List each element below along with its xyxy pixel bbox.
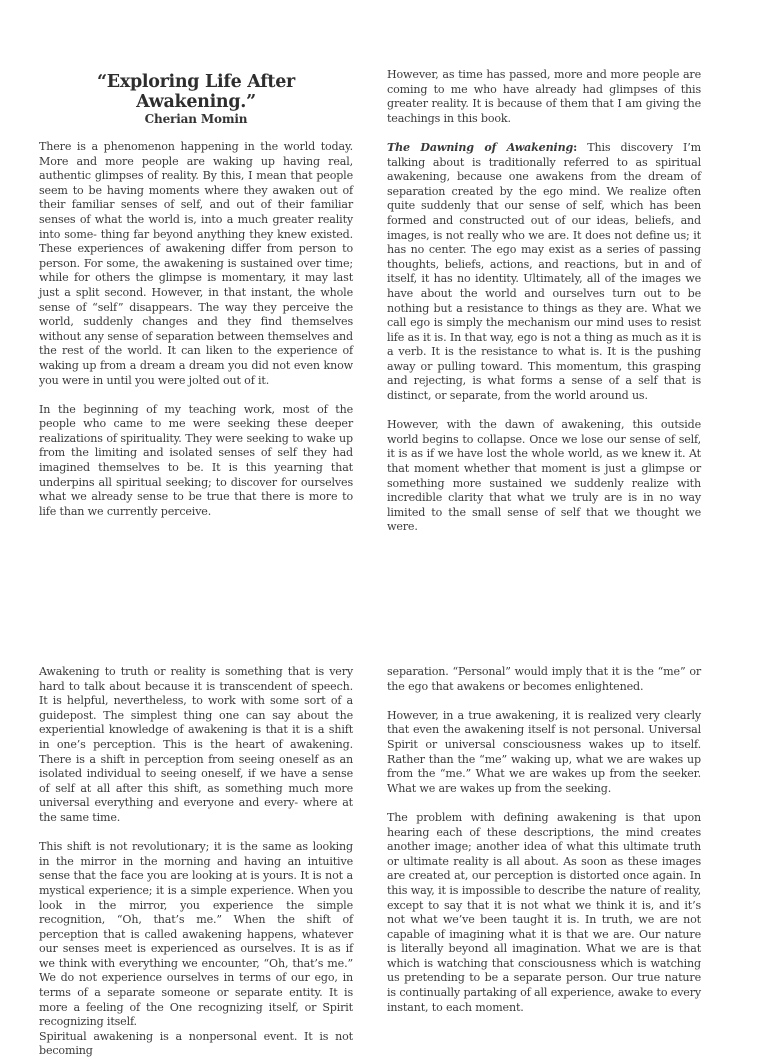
paragraph: separation. “Personal” would imply that it is the “me” or the ego that awakens or becomes enlightened.	[387, 665, 701, 693]
page-2-left-column	[39, 665, 353, 1059]
document-author: Cherian Momin	[144, 112, 248, 126]
page-2-right-column	[387, 665, 701, 1015]
heading-separator: :	[573, 140, 578, 154]
paragraph: However, in a true awakening, it is realized very clearly that even the awakening itself is not personal. Universal Spirit or universal consciousness wakes up to itself. Rather than the “me” waking up, what we are wakes up from the “me.” What we are wakes up from the seeker. What we are wakes up from the seeking.	[387, 708, 701, 795]
paragraph: There is a phenomenon happening in the world today. More and more people are waking up having real, authentic glimpses of reality. By this, I mean that people seem to be having moments where they awaken out of their familiar senses of self, and out of their familiar senses of what the world is, into a much greater reality into some- thing far beyond anything they knew existed. These experiences of awakening differ from person to person. For some, the awakening is sustained over time; while for others the glimpse is momentary, it may last just a split second. However, in that instant, the whole sense of “self” disappears. The way they perceive the world, suddenly changes and they find themselves without any sense of separation between themselves and the rest of the world. It can liken to the experience of waking up from a dream a dream you did not even know you were in until you were jolted out of it.	[39, 140, 353, 387]
paragraph: However, as time has passed, more and more people are coming to me who have already had glimpses of this greater reality. It is because of them that I am giving the teachings in this book.	[387, 68, 701, 125]
paragraph: In the beginning of my teaching work, most of the people who came to me were seeking these deeper realizations of spirituality. They were seeking to wake up from the limiting and isolated senses of self they had imagined themselves to be. It is this yearning that underpins all spiritual seeking; to discover for ourselves what we already sense to be true that there is more to life than we currently perceive.	[39, 402, 353, 518]
section-heading: The Dawning of Awakening	[387, 140, 574, 154]
paragraph: The problem with defining awakening is that upon hearing each of these descriptions, the mind creates another image; another idea of what this ultimate truth or ultimate reality is all about. As soon as these images are created at, our perception is distorted once again. In this way, it is impossible to describe the nature of reality, except to say that it is not what we think it is, and it’s not what we’ve been taught it is. In truth, we are not capable of imagining what it is that we are. Our nature is literally beyond all imagination. What we are is that which is watching that consciousness which is watching us pretending to be a separate person. Our true nature is continually partaking of all experience, awake to every instant, to each moment.	[387, 810, 701, 1014]
page-1-right-column	[387, 68, 701, 535]
paragraph: However, with the dawn of awakening, this outside world begins to collapse. Once we lose our sense of self, it is as if we have lost the whole world, as we knew it. At that moment whether that moment is just a glimpse or something more sustained we suddenly realize with incredible clarity that what we truly are is in no way limited to the small sense of self that we thought we were.	[387, 418, 701, 534]
paragraph-cut-off: Spiritual awakening is a nonpersonal event. It is not becoming	[39, 1029, 353, 1058]
paragraph: Awakening to truth or reality is something that is very hard to talk about because it is transcendent of speech. It is helpful, nevertheless, to work with some sort of a guidepost. The simplest thing one can say about the experiential knowledge of awakening is that it is a shift in one’s perception. This is the heart of awakening. There is a shift in perception from seeing oneself as an isolated individual to seeing oneself, if we have a sense of self at all after this shift, as something much more universal everything and everyone and every- where at the same time.	[39, 665, 353, 824]
page-2	[0, 660, 768, 1058]
paragraph: This shift is not revolutionary; it is the same as looking in the mirror in the morning and having an intuitive sense that the face you are looking at is yours. It is not a mystical experience; it is a simple experience. When you look in the mirror, you experience the simple recognition, “Oh, that’s me.” When the shift of perception that is called awakening happens, whatever our senses meet is experienced as ourselves. It is as if we think with everything we encounter, “Oh, that’s me.” We do not experience ourselves in terms of our ego, in terms of a separate someone or separate entity. It is more a feeling of the One recognizing itself, or Spirit recognizing itself.	[39, 840, 353, 1029]
paragraph-body: This discovery I’m talking about is traditionally referred to as spiritual awakening, because one awakens from the dream of separation created by the ego mind. We realize often quite suddenly that our sense of self, which has been formed and constructed out of our ideas, beliefs, and images, is not really who we are. It does not define us; it has no center. The ego may exist as a series of passing thoughts, beliefs, actions, and reactions, but in and of itself, it has no identity. Ultimately, all of the images we have about the world and ourselves turn out to be nothing but a resistance to things as they are. What we call ego is simply the mechanism our mind uses to resist life as it is. In that way, ego is not a thing as much as it is a verb. It is the resistance to what is. It is the pushing away or pulling toward. This momentum, this grasping and rejecting, is what forms a sense of a self that is distinct, or separate, from the world around us.	[387, 140, 701, 403]
page-1-left-column	[39, 72, 353, 519]
paragraph-dawning-of-awakening	[387, 141, 701, 404]
document-title: “Exploring Life After Awakening.”	[97, 72, 295, 112]
